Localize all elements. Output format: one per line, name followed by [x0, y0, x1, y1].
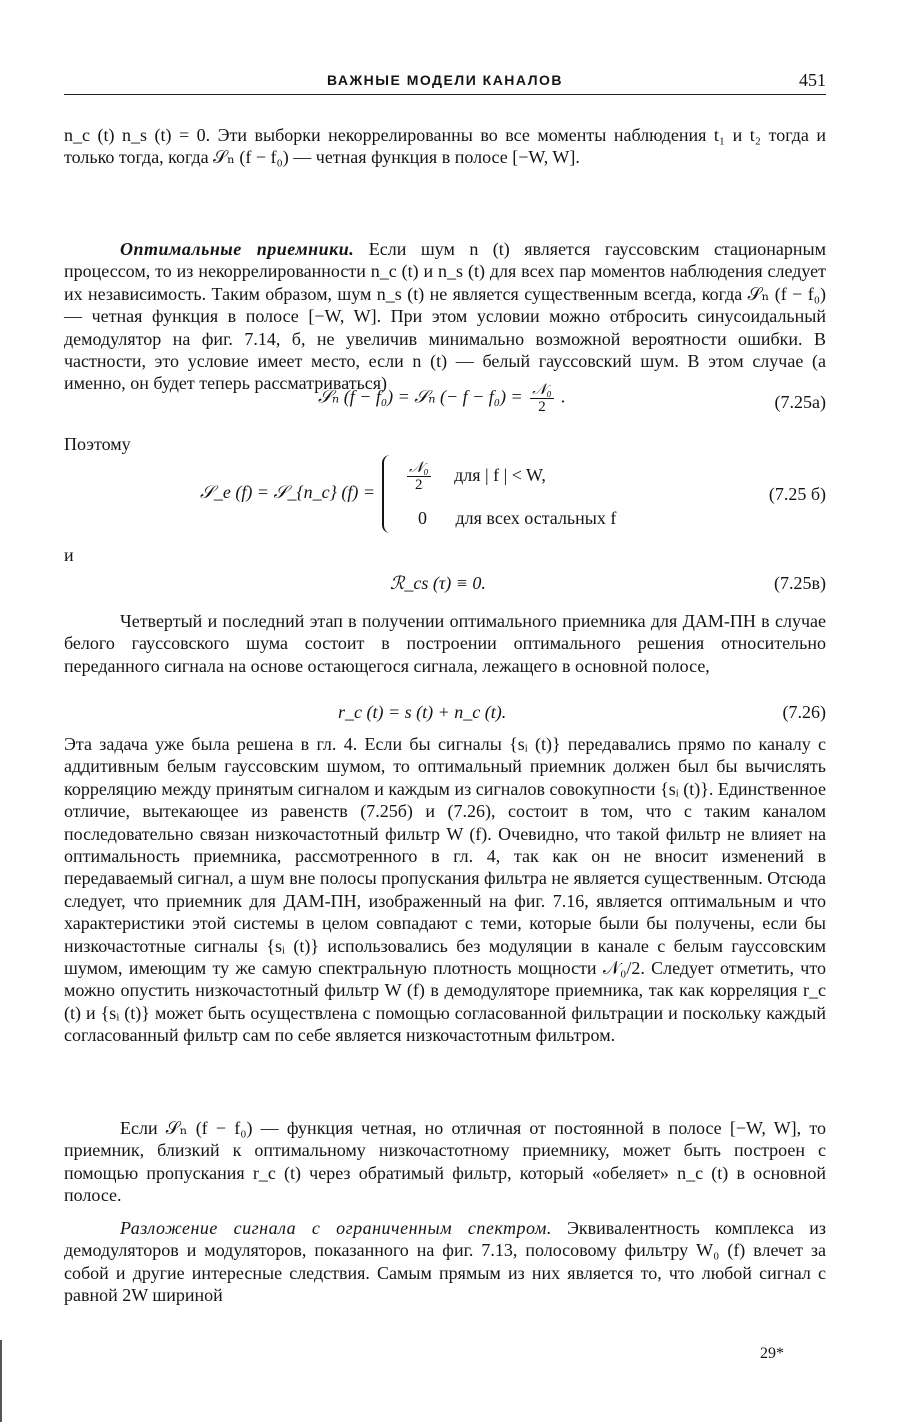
paragraph-intro: n_c (t) n_s (t) = 0. Эти выборки некоррелированны во все моменты наблюдения t₁ и t₂ тогда и только тогда, когда 𝒮ₙ (f − f₀) — четная функция в полосе [−W, W].	[64, 125, 826, 168]
paragraph-whitening: Если 𝒮ₙ (f − f₀) — функция четная, но отличная от постоянной в полосе [−W, W], то приемник, близкий к оптимальному низкочастотному приемнику, может быть построен с помощью пропускания r_c (t) через обратимый фильтр, который «обеляет» n_c (t) в основной полосе.	[64, 1118, 826, 1206]
fraction-denominator: 2	[415, 477, 423, 493]
equation-7-25b-case-2	[418, 508, 616, 529]
equation-7-25b-lhs: 𝒮_e (f) = 𝒮_{n_c} (f) =	[200, 482, 376, 502]
section-title-signal-expansion: Разложение сигнала с ограниченным спектром.	[120, 1218, 552, 1238]
equation-label-7-25a: (7.25а)	[774, 392, 826, 412]
page-number: 451	[799, 70, 826, 90]
equation-label-7-25b: (7.25 б)	[768, 484, 826, 504]
fraction-numerator: 𝒩₀	[409, 460, 429, 476]
equation-label-7-26: (7.26)	[782, 702, 826, 722]
case-brace	[382, 455, 396, 533]
equation-label-7-25v: (7.25в)	[774, 573, 826, 593]
word-and: и	[64, 545, 74, 565]
equation-7-25a-tail: .	[561, 386, 566, 407]
word-therefore: Поэтому	[64, 434, 131, 454]
equation-7-25a-lhs: 𝒮ₙ (f − f₀) = 𝒮ₙ (− f − f₀) =	[318, 386, 523, 407]
paragraph-expansion-body: Эквивалентность комплекса из демодуляторов и модуляторов, показанного на фиг. 7.13, полосовому фильтру W₀ (f) влечет за собой и другие интересные следствия. Самым прямым из них является то, что любой сигнал с равной 2W шириной	[64, 1218, 826, 1306]
fraction-numerator: 𝒩₀	[532, 382, 552, 398]
paragraph-task-solved: Эта задача уже была решена в гл. 4. Если бы сигналы {sᵢ (t)} передавались прямо по каналу с аддитивным белым гауссовским шумом, то оптимальный приемник должен был бы вычислять корреляцию между принятым сигналом и каждым из сигналов совокупности {sᵢ (t)}. Единственное отличие, вытекающее из равенств (7.25б) и (7.26), состоит в том, что с таким каналом последовательно связан низкочастотный фильтр W (f). Очевидно, что такой фильтр не влияет на оптимальность приемника, рассмотренного в гл. 4, так как он не вносит изменений в передаваемый сигнал, а шум вне полосы пропускания фильтра не является существенным. Отсюда следует, что приемник для ДАМ-ПН, изображенный на фиг. 7.16, является оптимальным и что характеристики этой системы в целом совпадают с теми, которые были бы получены, если бы низкочастотные сигналы {sᵢ (t)} использовались без модуляции в канале с белым гауссовским шумом, имеющим ту же самую спектральную плотность мощности 𝒩₀/2. Следует отметить, что можно опустить низкочастотный фильтр W (f) в демодуляторе приемника, так как корреляция r_c (t) и {sᵢ (t)} может быть осуществлена с помощью согласованной фильтрации и поскольку каждый согласованный фильтр сам по себе является низкочастотным фильтром.	[64, 734, 826, 1046]
signature-mark: 29*	[760, 1345, 784, 1362]
equation-7-26: r_c (t) = s (t) + n_c (t).	[338, 702, 507, 722]
case-2-value: 0	[418, 508, 427, 528]
fraction	[407, 460, 431, 493]
case-1-condition: для | f | < W,	[454, 464, 546, 485]
equation-7-25b-case-1	[404, 460, 546, 493]
fraction	[530, 382, 554, 415]
case-2-condition: для всех остальных f	[455, 508, 617, 528]
running-title: ВАЖНЫЕ МОДЕЛИ КАНАЛОВ	[326, 72, 564, 88]
page-header	[64, 70, 826, 95]
fraction-denominator: 2	[538, 399, 546, 415]
paragraph-optimal-receivers	[64, 238, 826, 395]
scan-edge-mark	[0, 1340, 2, 1422]
equation-7-25a	[318, 382, 566, 415]
section-title-optimal-receivers: Оптимальные приемники.	[120, 239, 355, 259]
paragraph-fourth-stage: Четвертый и последний этап в получении оптимального приемника для ДАМ-ПН в случае белого гауссовского шума состоит в построении оптимального решения относительно переданного сигнала на основе остающегося сигнала, лежащего в основной полосе,	[64, 611, 826, 676]
paragraph-signal-expansion	[64, 1217, 826, 1307]
paragraph-optimal-body: Если шум n (t) является гауссовским стационарным процессом, то из некоррелированности n_c (t) и n_s (t) для всех пар моментов наблюдения следует их независимость. Таким образом, шум n_s (t) не является существенным всегда, когда 𝒮ₙ (f − f₀) — четная функция в полосе [−W, W]. При этом условии можно отбросить синусоидальный демодулятор на фиг. 7.14, б, не увеличив минимально возможной вероятности ошибки. В частности, это условие имеет место, если n (t) — белый гауссовский шум. В этом случае (а именно, он будет теперь рассматриваться)	[64, 239, 827, 394]
equation-7-25v: ℛ_cs (τ) ≡ 0.	[390, 573, 486, 593]
